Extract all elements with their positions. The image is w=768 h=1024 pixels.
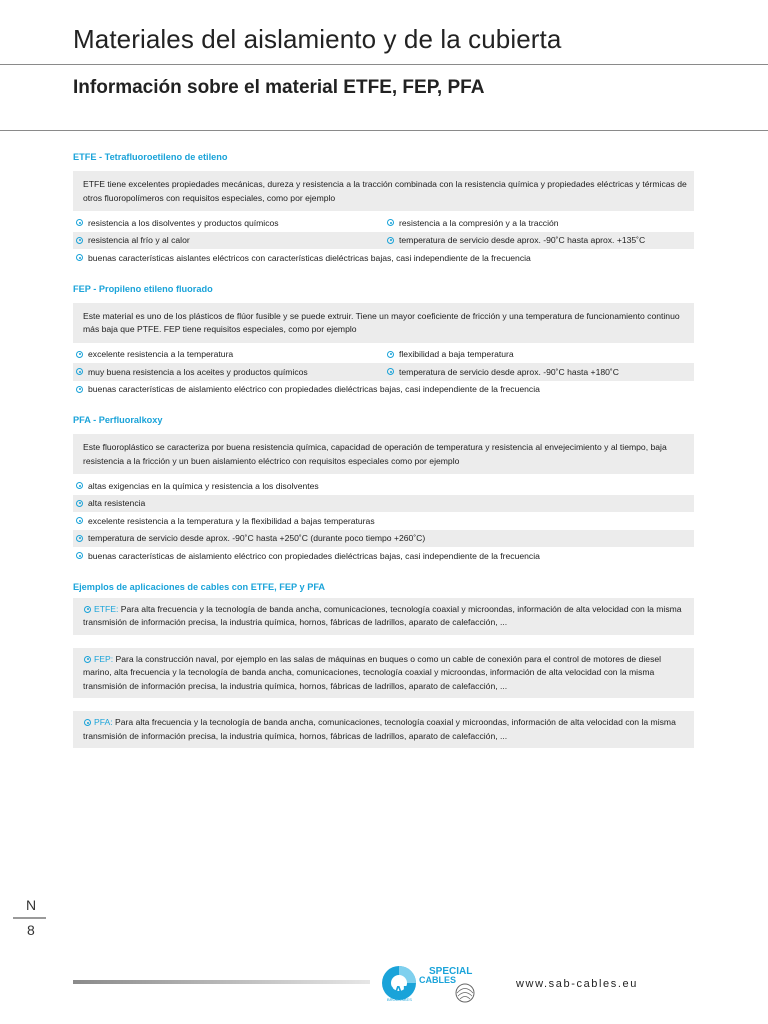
page-number: 8 <box>27 922 35 938</box>
svg-text:SAB: SAB <box>385 983 413 998</box>
website-url[interactable]: www.sab-cables.eu <box>516 978 638 990</box>
etfe-section-title: ETFE - Tetrafluoroetileno de etileno <box>73 152 228 162</box>
bullet-icon <box>387 368 394 375</box>
etfe-description: ETFE tiene excelentes propiedades mecánicas, dureza y resistencia a la tracción combinada con la resistencia química y propiedades eléctricas y térmicas de otros fluoropolímeros con requisitos especiales, como por ejemplo <box>73 171 694 211</box>
section-letter: N <box>26 897 37 913</box>
property-text: muy buena resistencia a los aceites y productos químicos <box>88 366 308 377</box>
bullet-icon <box>84 606 91 613</box>
bullet-icon <box>84 656 91 663</box>
property-text: buenas características aislantes eléctricos con características dieléctricas bajas, casi independiente de la frecuencia <box>88 252 531 263</box>
pfa-property-row <box>73 547 694 565</box>
application-text: Para alta frecuencia y la tecnología de banda ancha, comunicaciones, tecnología coaxial y microondas, información de alta velocidad con la misma transmisión de información precisa, la industria química, hornos, fábricas de ladrillos, aparato de calefacción, ... <box>83 603 682 627</box>
pfa-property-row <box>73 512 694 530</box>
etfe-property-row <box>73 249 694 267</box>
bullet-icon <box>76 219 83 226</box>
page-title: Materiales del aislamiento y de la cubierta <box>73 24 562 54</box>
fep-property-row <box>73 346 694 364</box>
bullet-icon <box>76 482 83 489</box>
bullet-icon <box>84 719 91 726</box>
pfa-description: Este fluoroplástico se caracteriza por buena resistencia química, capacidad de operación de temperatura y resistencia al envejecimiento y al tiempo, baja resistencia a la fricción y un buen aislamiento eléctrico con requisitos especiales como por ejemplo <box>73 434 694 474</box>
application-label: ETFE: <box>94 603 119 614</box>
property-text: temperatura de servicio desde aprox. -90˚C hasta +180˚C <box>399 366 619 377</box>
header-divider <box>0 64 768 65</box>
application-item-fep <box>73 648 694 699</box>
property-text: flexibilidad a baja temperatura <box>399 349 514 360</box>
svg-text:BRÖCKSKES: BRÖCKSKES <box>387 997 412 1002</box>
svg-text:CABLES: CABLES <box>419 975 457 985</box>
property-text: buenas características de aislamiento eléctrico con propiedades dieléctricas bajas, casi independiente de la frecuencia <box>88 384 540 395</box>
bullet-icon <box>387 237 394 244</box>
pfa-property-row <box>73 495 694 513</box>
bullet-icon <box>76 535 83 542</box>
bullet-icon <box>76 386 83 393</box>
application-text: Para alta frecuencia y la tecnología de banda ancha, comunicaciones, tecnología coaxial y microondas, información de alta velocidad con la misma transmisión de información precisa, la industria química, hornos, fábricas de ladrillos, aparato de calefacción, ... <box>83 717 676 741</box>
property-text: excelente resistencia a la temperatura <box>88 349 234 360</box>
subtitle-divider <box>0 130 768 131</box>
bullet-icon <box>76 351 83 358</box>
fep-description: Este material es uno de los plásticos de flúor fusible y se puede extruir. Tiene un mayor coeficiente de fricción y una temperatura de funcionamiento continuo más baja que PTFE. FEP tiene requisitos especiales, como por ejemplo <box>73 303 694 343</box>
property-text: resistencia a la compresión y a la tracción <box>399 217 559 228</box>
applications-section-title: Ejemplos de aplicaciones de cables con ETFE, FEP y PFA <box>73 581 326 592</box>
page-subtitle: Información sobre el material ETFE, FEP, PFA <box>73 77 485 98</box>
bullet-icon <box>76 237 83 244</box>
footer-gradient-bar <box>73 980 370 984</box>
svg-text:SPECIAL: SPECIAL <box>429 966 473 977</box>
property-text: temperatura de servicio desde aprox. -90˚C hasta +250˚C (durante poco tiempo +260˚C) <box>88 533 426 544</box>
bullet-icon <box>76 517 83 524</box>
property-text: altas exigencias en la química y resistencia a los disolventes <box>88 480 319 491</box>
application-item-pfa <box>73 711 694 748</box>
property-text: resistencia al frío y al calor <box>88 235 190 246</box>
pfa-property-row <box>73 530 694 548</box>
etfe-property-row <box>73 232 694 250</box>
etfe-property-row <box>73 214 694 232</box>
bullet-icon <box>76 500 83 507</box>
property-text: alta resistencia <box>88 498 146 509</box>
bullet-icon <box>387 219 394 226</box>
bullet-icon <box>76 368 83 375</box>
page-number-divider <box>13 917 46 919</box>
property-text: resistencia a los disolventes y productos químicos <box>88 217 279 228</box>
fep-property-row <box>73 381 694 399</box>
fep-section-title: FEP - Propileno etileno fluorado <box>73 283 213 294</box>
pfa-section-title: PFA - Perfluoralkoxy <box>73 415 163 425</box>
application-label: PFA: <box>94 717 113 727</box>
pfa-property-row <box>73 477 694 495</box>
bullet-icon <box>76 254 83 261</box>
fep-property-row <box>73 363 694 381</box>
property-text: buenas características de aislamiento eléctrico con propiedades dieléctricas bajas, casi independiente de la frecuencia <box>88 550 540 561</box>
main-content <box>73 151 694 761</box>
bullet-icon <box>76 552 83 559</box>
property-text: temperatura de servicio desde aprox. -90˚C hasta aprox. +135˚C <box>399 235 646 246</box>
application-label: FEP: <box>94 653 114 664</box>
bullet-icon <box>387 351 394 358</box>
sab-logo <box>379 962 483 1004</box>
property-text: excelente resistencia a la temperatura y la flexibilidad a bajas temperaturas <box>88 515 375 526</box>
application-item-etfe <box>73 598 694 635</box>
application-text: Para la construcción naval, por ejemplo en las salas de máquinas en buques o como un cable de conexión para el control de motores de diesel marino, alta frecuencia y la tecnología de banda ancha, comunicaciones, tecnología coaxial y microondas, información de alta velocidad con la misma transmisión de información precisa, la industria química, hornos, fábricas de ladrillos, aparato de calefacción, ... <box>83 653 662 691</box>
